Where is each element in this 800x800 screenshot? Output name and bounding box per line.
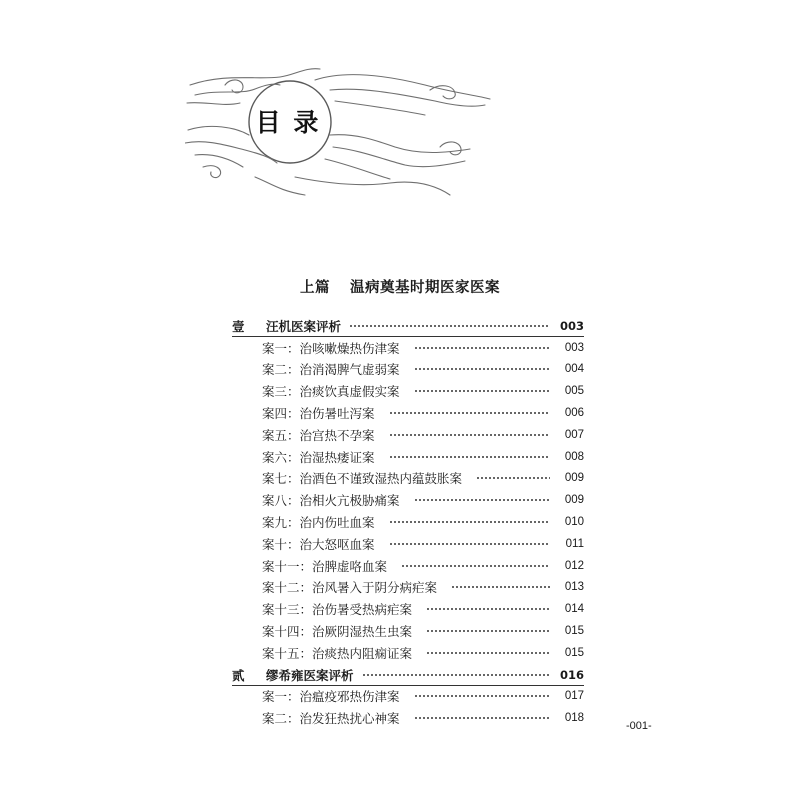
case-title: 案十三：治伤暑受热病疟案 <box>262 602 413 618</box>
dot-leader <box>362 674 550 676</box>
page-number: 016 <box>559 667 584 682</box>
toc-chapter-row[interactable] <box>232 315 584 337</box>
page-number: 015 <box>564 625 584 638</box>
case-title: 案七：治酒色不谨致湿热内蕴鼓胀案 <box>262 471 463 487</box>
toc-case-row[interactable] <box>232 598 584 620</box>
page-number: 003 <box>559 318 584 333</box>
page-number: 010 <box>564 516 584 529</box>
case-title: 案十：治大怒呕血案 <box>262 536 375 552</box>
page-number: 012 <box>564 559 584 572</box>
page-number: 018 <box>564 712 584 725</box>
toc-title: 目 录 <box>255 108 321 137</box>
chapter-numeral: 壹 <box>232 318 245 334</box>
case-title: 案十五：治痰热内阻痫证案 <box>262 645 413 661</box>
dot-leader <box>414 368 550 370</box>
toc-case-row[interactable] <box>232 620 584 642</box>
dot-leader <box>414 717 550 719</box>
toc-case-row[interactable] <box>232 337 584 359</box>
case-title: 案六：治湿热痿证案 <box>262 449 375 465</box>
page-number: 009 <box>564 472 584 485</box>
case-title: 案一：治瘟疫邪热伤津案 <box>262 689 400 705</box>
dot-leader <box>426 630 550 632</box>
chapter-title: 缪希雍医案评析 <box>266 667 354 683</box>
page-number: 005 <box>564 385 584 398</box>
toc-case-row[interactable] <box>232 468 584 490</box>
toc-case-row[interactable] <box>232 555 584 577</box>
page-number: 013 <box>564 581 584 594</box>
dot-leader <box>389 434 550 436</box>
toc-case-row[interactable] <box>232 359 584 381</box>
part-heading <box>0 276 800 297</box>
page-number: 017 <box>564 690 584 703</box>
page-number: 006 <box>564 407 584 420</box>
case-title: 案一：治咳嗽燥热伤津案 <box>262 340 400 356</box>
case-title: 案二：治发狂热扰心神案 <box>262 711 400 727</box>
case-title: 案八：治相火亢极胁痛案 <box>262 493 400 509</box>
dot-leader <box>426 608 550 610</box>
toc-case-row[interactable] <box>232 577 584 599</box>
case-title: 案十一：治脾虚咯血案 <box>262 558 388 574</box>
page-number: 003 <box>564 341 584 354</box>
toc-chapter-row[interactable] <box>232 664 584 686</box>
dot-leader <box>389 412 550 414</box>
case-title: 案五：治宫热不孕案 <box>262 427 375 443</box>
page-number: 004 <box>564 363 584 376</box>
chapter-numeral: 贰 <box>232 667 245 683</box>
case-title: 案四：治伤暑吐泻案 <box>262 406 375 422</box>
toc-case-row[interactable] <box>232 380 584 402</box>
toc-case-row[interactable] <box>232 686 584 708</box>
toc-case-row[interactable] <box>232 402 584 424</box>
toc-case-row[interactable] <box>232 707 584 729</box>
page-number: 011 <box>565 537 584 550</box>
dot-leader <box>401 565 550 567</box>
toc-case-row[interactable] <box>232 424 584 446</box>
toc-case-row[interactable] <box>232 511 584 533</box>
dot-leader <box>476 477 550 479</box>
toc-case-row[interactable] <box>232 446 584 468</box>
chapter-title: 汪机医案评析 <box>266 318 342 334</box>
dot-leader <box>451 586 550 588</box>
dot-leader <box>349 325 550 327</box>
case-title: 案九：治内伤吐血案 <box>262 515 375 531</box>
page-number: 007 <box>564 428 584 441</box>
page-number: 009 <box>564 494 584 507</box>
part-title: 温病奠基时期医家医案 <box>350 279 500 296</box>
dot-leader <box>426 652 550 654</box>
toc-case-row[interactable] <box>232 489 584 511</box>
footer-page-number: -001- <box>626 720 652 732</box>
toc-case-row[interactable] <box>232 533 584 555</box>
dot-leader <box>414 347 550 349</box>
part-label: 上篇 <box>300 279 330 296</box>
dot-leader <box>414 499 550 501</box>
table-of-contents <box>232 315 584 729</box>
case-title: 案十二：治风暑入于阴分病疟案 <box>262 580 438 596</box>
toc-case-row[interactable] <box>232 642 584 664</box>
dot-leader <box>389 456 550 458</box>
dot-leader <box>414 390 550 392</box>
dot-leader <box>389 543 550 545</box>
page-number: 015 <box>564 646 584 659</box>
cloud-ornament <box>185 55 495 200</box>
case-title: 案十四：治厥阴湿热生虫案 <box>262 624 413 640</box>
page-number: 014 <box>564 603 584 616</box>
dot-leader <box>414 695 550 697</box>
page-number: 008 <box>564 450 584 463</box>
case-title: 案二：治消渴脾气虚弱案 <box>262 362 400 378</box>
dot-leader <box>389 521 550 523</box>
case-title: 案三：治痰饮真虚假实案 <box>262 384 400 400</box>
